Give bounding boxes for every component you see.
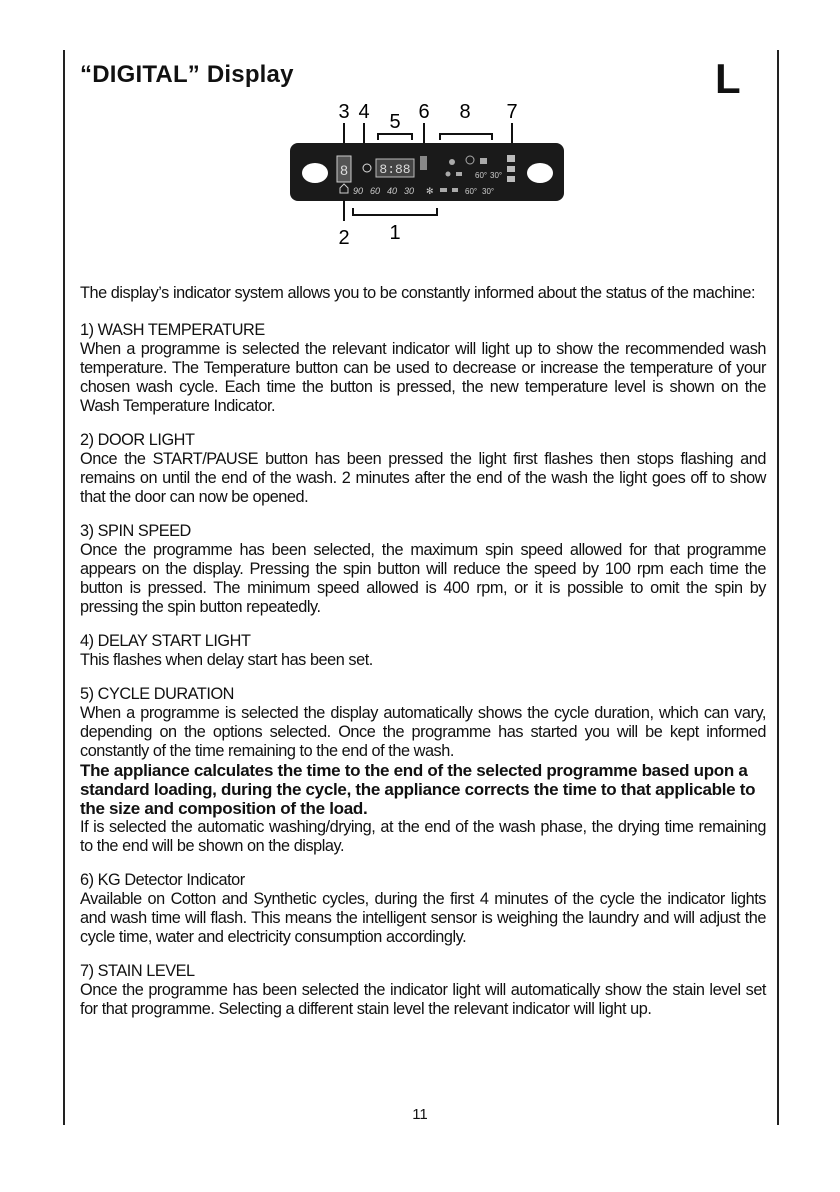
temp-label-40: 40 (387, 186, 398, 196)
section-body: Available on Cotton and Synthetic cycles, during the first 4 minutes of the cycle the indicator lights and wash time will flash. This means the intelligent sensor is weighing the laundry and will adjust the cycle time, water and electricity consumption accordingly. (80, 890, 766, 946)
callout-3: 3 (338, 101, 350, 123)
right-margin-rule (777, 50, 779, 1125)
callout-4: 4 (358, 101, 370, 123)
temp-label-90: 90 (353, 186, 364, 196)
top-leader-lines (344, 123, 512, 144)
section-body: Once the programme has been selected the indicator light will automatically show the stain level set for that programme. Selecting a different stain level the relevant indicator will light up. (80, 981, 766, 1018)
callout-2: 2 (338, 227, 350, 249)
left-margin-rule (63, 50, 65, 1125)
temp-label-60: 60 (370, 186, 381, 196)
display-panel-diagram (280, 96, 580, 260)
time-readout: 8:88 (379, 162, 411, 177)
callout-7: 7 (506, 101, 518, 123)
body-content (80, 284, 766, 1034)
section-title: 1) WASH TEMPERATURE (80, 321, 265, 339)
section-title: 6) KG Detector Indicator (80, 871, 245, 889)
section-title: 7) STAIN LEVEL (80, 962, 195, 980)
section-door-light (80, 431, 766, 507)
section-bold-note: The appliance calculates the time to the end of the selected programme based upon a standard loading, during the cycle, the appliance corrects the time to that applicable to the size and composition of the load. (80, 761, 756, 818)
section-kg-detector (80, 871, 766, 947)
callout-6: 6 (418, 101, 430, 123)
right-knob (527, 163, 553, 183)
callout-1: 1 (389, 222, 401, 244)
left-knob (302, 163, 328, 183)
section-title: 3) SPIN SPEED (80, 522, 191, 540)
section-wash-temperature (80, 321, 766, 416)
section-delay-start-light (80, 632, 766, 670)
section-body: When a programme is selected the display automatically shows the cycle duration, which can vary, depending on the options selected. Once the programme has started you will be kept informed constantly of the time remaining to the end of the wash. (80, 704, 766, 760)
kg-detector-icon (420, 156, 427, 170)
section-title: 4) DELAY START LIGHT (80, 632, 251, 650)
section-body: Once the START/PAUSE button has been pressed the light first flashes then stops flashing and remains on until the end of the wash. 2 minutes after the end of the wash the light goes off to show that the door can now be opened. (80, 450, 766, 506)
cold-wash-icon: ✻ (426, 187, 434, 197)
callout-5: 5 (389, 111, 401, 133)
right-label-4: 30° (482, 187, 495, 196)
section-body: When a programme is selected the relevant indicator will light up to show the recommended wash temperature. The Temperature button can be used to decrease or increase the temperature of your chosen wash cycle. Each time the button is pressed, the new temperature level is shown on the Wash Temperature Indicator. (80, 340, 766, 415)
page-title: “DIGITAL” Display (80, 61, 294, 88)
temp-label-30: 30 (404, 186, 415, 196)
bottom-leader-lines (344, 200, 437, 221)
right-label-1: 60° (475, 171, 488, 180)
section-body: Once the programme has been selected, the maximum spin speed allowed for that programme appears on the display. Pressing the spin button will reduce the speed by 100 rpm each time the button is pressed. The minimum speed allowed is 400 rpm, or it is possible to omit the spin by pressing the spin button repeatedly. (80, 541, 766, 616)
right-label-3: 60° (465, 187, 478, 196)
section-body-2: If is selected the automatic washing/drying, at the end of the wash phase, the drying time remaining to the end will be shown on the display. (80, 818, 766, 855)
section-body: This flashes when delay start has been set. (80, 651, 373, 669)
section-title: 2) DOOR LIGHT (80, 431, 195, 449)
language-letter: L (715, 55, 741, 102)
callout-8: 8 (459, 101, 471, 123)
section-stain-level (80, 962, 766, 1019)
intro-paragraph: The display’s indicator system allows you to be constantly informed about the status of the machine: (80, 284, 756, 302)
section-spin-speed (80, 522, 766, 617)
stain-level-icons (507, 155, 515, 182)
section-title: 5) CYCLE DURATION (80, 685, 234, 703)
page-number: 11 (412, 1106, 428, 1123)
spin-digit-readout: 8 (340, 162, 348, 178)
right-label-2: 30° (490, 171, 503, 180)
section-cycle-duration (80, 685, 766, 856)
